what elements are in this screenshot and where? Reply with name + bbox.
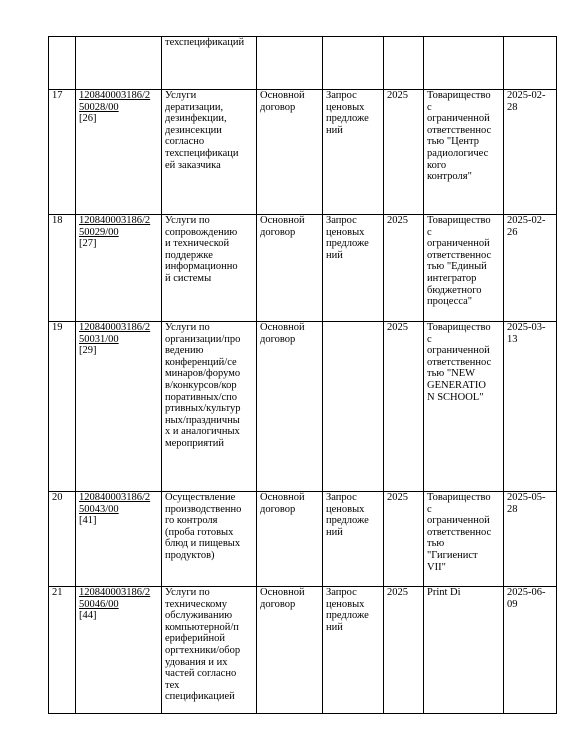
contract-date: 2025-06- 09 <box>507 587 546 610</box>
cell-name <box>162 90 257 215</box>
contract-type: Основной договор <box>260 322 305 345</box>
service-name: Услуги по организации/про ведению конференций/се минаров/форумо в/конкурсов/кор поративных/спо ртивных/культур ных/праздничны х и аналогичных мероприятий <box>165 322 241 449</box>
table-row <box>49 215 557 322</box>
cell-year <box>384 492 424 587</box>
lot-ref: [27] <box>79 238 97 250</box>
lot-link[interactable]: 120840003186/2 50028/00 <box>79 90 151 113</box>
cell-method <box>323 492 384 587</box>
lot-link[interactable]: 120840003186/2 50031/00 <box>79 322 151 345</box>
contract-date: 2025-03- 13 <box>507 322 546 345</box>
row-number-text: 18 <box>52 215 63 226</box>
name-text: техспецификаций <box>165 37 245 48</box>
cell-supplier <box>424 322 504 492</box>
row-number <box>49 215 76 322</box>
cell-method <box>323 90 384 215</box>
contract-type: Основной договор <box>260 90 305 113</box>
supplier-name: Товарищество с ограниченной ответственнос тью "Единый интегратор бюджетного процесса" <box>427 215 492 308</box>
cell-contract <box>257 587 323 714</box>
cell-contract <box>257 90 323 215</box>
cell-contract <box>257 37 323 90</box>
cell-date <box>504 90 557 215</box>
table-row <box>49 322 557 492</box>
year-text: 2025 <box>387 492 408 503</box>
cell-method <box>323 215 384 322</box>
cell-year <box>384 322 424 492</box>
cell-lot <box>76 322 162 492</box>
procurement-table <box>48 36 557 714</box>
row-number <box>49 492 76 587</box>
cell-supplier <box>424 492 504 587</box>
lot-ref: [41] <box>79 515 97 527</box>
table-row <box>49 492 557 587</box>
service-name: Осуществление производственно го контроля (проба готовых блюд и пищевых продуктов) <box>165 492 242 561</box>
cell-supplier <box>424 215 504 322</box>
cell-method <box>323 37 384 90</box>
year-text: 2025 <box>387 215 408 226</box>
cell-year <box>384 37 424 90</box>
contract-type: Основной договор <box>260 215 305 238</box>
cell-name <box>162 587 257 714</box>
row-number-text: 17 <box>52 90 63 101</box>
cell-method <box>323 587 384 714</box>
row-number <box>49 90 76 215</box>
lot-link[interactable]: 120840003186/2 50029/00 <box>79 215 151 238</box>
supplier-name: Товарищество с ограниченной ответственнос тью "NEW GENERATIO N SCHOOL" <box>427 322 492 403</box>
cell-year <box>384 587 424 714</box>
service-name: Услуги дератизации, дезинфекции, дезинсекции согласно техспецификаци ей заказчика <box>165 90 239 171</box>
cell-date <box>504 37 557 90</box>
cell-lot <box>76 37 162 90</box>
cell-lot <box>76 492 162 587</box>
cell-name <box>162 492 257 587</box>
supplier-name: Print Di <box>427 587 461 598</box>
cell-contract <box>257 215 323 322</box>
cell-supplier <box>424 90 504 215</box>
cell-year <box>384 90 424 215</box>
lot-ref: [26] <box>79 113 97 125</box>
cell-lot <box>76 215 162 322</box>
cell-lot <box>76 587 162 714</box>
year-text: 2025 <box>387 90 408 101</box>
procurement-method: Запрос ценовых предложе ний <box>326 492 369 538</box>
table-row <box>49 587 557 714</box>
cell-date <box>504 215 557 322</box>
cell-supplier <box>424 587 504 714</box>
year-text: 2025 <box>387 587 408 598</box>
lot-ref: [44] <box>79 610 97 622</box>
cell-name <box>162 322 257 492</box>
cell-name <box>162 215 257 322</box>
cell-name <box>162 37 257 90</box>
table-row-continuation <box>49 37 557 90</box>
cell-date <box>504 587 557 714</box>
service-name: Услуги по сопровождению и технической поддержке информационно й системы <box>165 215 238 284</box>
lot-link[interactable]: 120840003186/2 50043/00 <box>79 492 151 515</box>
lot-ref: [29] <box>79 345 97 357</box>
contract-type: Основной договор <box>260 492 305 515</box>
contract-type: Основной договор <box>260 587 305 610</box>
row-number-text: 20 <box>52 492 63 503</box>
cell-method <box>323 322 384 492</box>
row-number-text: 19 <box>52 322 63 333</box>
procurement-method: Запрос ценовых предложе ний <box>326 90 369 136</box>
cell-supplier <box>424 37 504 90</box>
contract-date: 2025-02- 28 <box>507 90 546 113</box>
lot-link[interactable]: 120840003186/2 50046/00 <box>79 587 151 610</box>
cell-contract <box>257 322 323 492</box>
row-number <box>49 587 76 714</box>
cell-lot <box>76 90 162 215</box>
supplier-name: Товарищество с ограниченной ответственнос тью "Центр радиологичес кого контроля" <box>427 90 492 183</box>
cell-year <box>384 215 424 322</box>
contract-date: 2025-05- 28 <box>507 492 546 515</box>
cell-date <box>504 322 557 492</box>
year-text: 2025 <box>387 322 408 333</box>
cell-contract <box>257 492 323 587</box>
cell-num <box>49 37 76 90</box>
contract-date: 2025-02- 26 <box>507 215 546 238</box>
row-number-text: 21 <box>52 587 63 598</box>
row-number <box>49 322 76 492</box>
procurement-method: Запрос ценовых предложе ний <box>326 587 369 633</box>
table-row <box>49 90 557 215</box>
supplier-name: Товарищество с ограниченной ответственнос тью "Гигиенист VII" <box>427 492 492 573</box>
service-name: Услуги по техническому обслуживанию компьютерной/п ериферийной оргтехники/обор удования и их частей согласно тех спецификацией <box>165 587 241 703</box>
procurement-method: Запрос ценовых предложе ний <box>326 215 369 261</box>
cell-date <box>504 492 557 587</box>
